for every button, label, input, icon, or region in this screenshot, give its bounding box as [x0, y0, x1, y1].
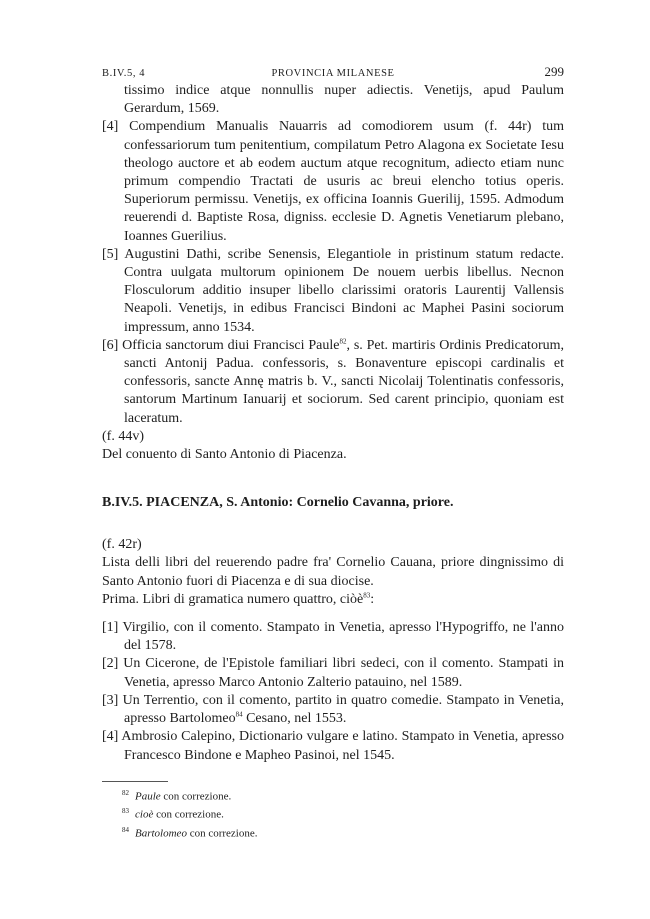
entry-b3-before: [3] Un Terrentio, con il comento, partito in quatro comedie. Stampato in Venetia, apresso Bartolomeo — [102, 692, 564, 727]
footnote-word: Bartolomeo — [135, 827, 187, 840]
folio-42r: (f. 42r) — [102, 537, 142, 553]
footnote-number: 84 — [122, 826, 129, 835]
footnote-number: 83 — [122, 807, 129, 816]
running-header — [102, 64, 564, 82]
entry-b3 — [102, 692, 564, 728]
header-left: B.IV.5, 4 — [102, 68, 146, 79]
entry-6-before: [6] Officia sanctorum diui Francisci Paule — [102, 337, 340, 353]
footnote-rest: con correzione. — [153, 809, 224, 822]
footnote-83 — [102, 804, 564, 823]
convent-line: Del conuento di Santo Antonio di Piacenza. — [102, 447, 347, 463]
prima-text: Prima. Libri di gramatica numero quattro, ciòè — [102, 591, 364, 607]
footnote-84 — [102, 823, 564, 842]
entry-6 — [102, 337, 564, 428]
footnote-word: Paule — [135, 790, 161, 803]
folio-44v: (f. 44v) — [102, 428, 144, 444]
entry-6-after: , s. Pet. martiris Ordinis Predicatorum, sancti Antonij Padua. confessoris, s. Bonaventure episcopi cardinalis et confessoris, sancte Annę matris b. V., sancti Nicolaij Tolentinatis confessoris, santorum Martinum Ianuarij et sociorum. Sed carent principio, quoniam est laceratum. — [124, 337, 564, 426]
prima-tail: : — [370, 591, 375, 607]
continuation-paragraph: tissimo indice atque nonnullis nuper adiectis. Venetijs, apud Paulum Gerardum, 1569. — [124, 83, 564, 117]
entry-b4: [4] Ambrosio Calepino, Dictionario vulgare e latino. Stampato in Venetia, apresso Francesco Bindone e Mapheo Pasinoi, nel 1545. — [102, 729, 564, 763]
entry-b1: [1] Virgilio, con il comento. Stampato in Venetia, apresso l'Hypogriffo, ne l'anno del 1578. — [102, 620, 564, 654]
footnote-word: cioè — [135, 809, 154, 822]
entry-5: [5] Augustini Dathi, scribe Senensis, Elegantiole in pristinum statum redacte. Contra uulgata multorum opinionem De nouem uerbis libellus. Necnon Flosculorum additio insuper libello clarissimi oratoris Laurentij Vallensis Neapoli. Venetijs, in edibus Francisci Bindoni ac Maphei Pasini sociorum impressum, anno 1534. — [102, 246, 564, 335]
footnote-ref-83[interactable]: 83 — [363, 591, 371, 600]
footnotes — [102, 786, 564, 842]
entry-4: [4] Compendium Manualis Nauarris ad comodiorem usum (f. 44r) tum confessariorum tum penitentium, compilatum Petro Alagona ex Societate Iesu theologo auctore et ab eodem auctum atque recognitum, adiecto etiam nunc primum compendio Tractati de usuris ac breui elencho totius operis. Superiorum permissu. Venetijs, ex officina Ioannis Guerilij, 1595. Admodum reuerendi d. Baptiste Rosa, digniss. ecclesie D. Agnetis Venetiarum plebano, Ioannes Guerilius. — [102, 119, 564, 244]
header-center: PROVINCIA MILANESE — [271, 68, 395, 79]
body-text — [102, 82, 564, 765]
footnote-ref-84[interactable]: 84 — [235, 710, 243, 719]
footnote-rule — [102, 781, 168, 782]
entry-b3-after: Cesano, nel 1553. — [242, 711, 347, 727]
section-heading: B.IV.5. PIACENZA, S. Antonio: Cornelio Cavanna, priore. — [102, 495, 454, 511]
intro-paragraph: Lista delli libri del reuerendo padre fra' Cornelio Cauana, priore dingnissimo di Santo Antonio fuori di Piacenza e di sua diocise. — [102, 555, 564, 589]
footnote-rest: con correzione. — [160, 790, 232, 803]
footnote-rest: con correzione. — [186, 827, 258, 840]
page-number: 299 — [544, 64, 564, 79]
footnote-82 — [102, 786, 564, 805]
document-page — [102, 64, 564, 842]
footnote-ref-82[interactable]: 82 — [339, 337, 347, 346]
entry-b2: [2] Un Cicerone, de l'Epistole familiari libri sedeci, con il comento. Stampati in Venetia, apresso Marco Antonio Zalterio patauino, nel 1589. — [102, 656, 564, 690]
prima-line — [102, 591, 564, 609]
footnote-number: 82 — [122, 788, 129, 797]
